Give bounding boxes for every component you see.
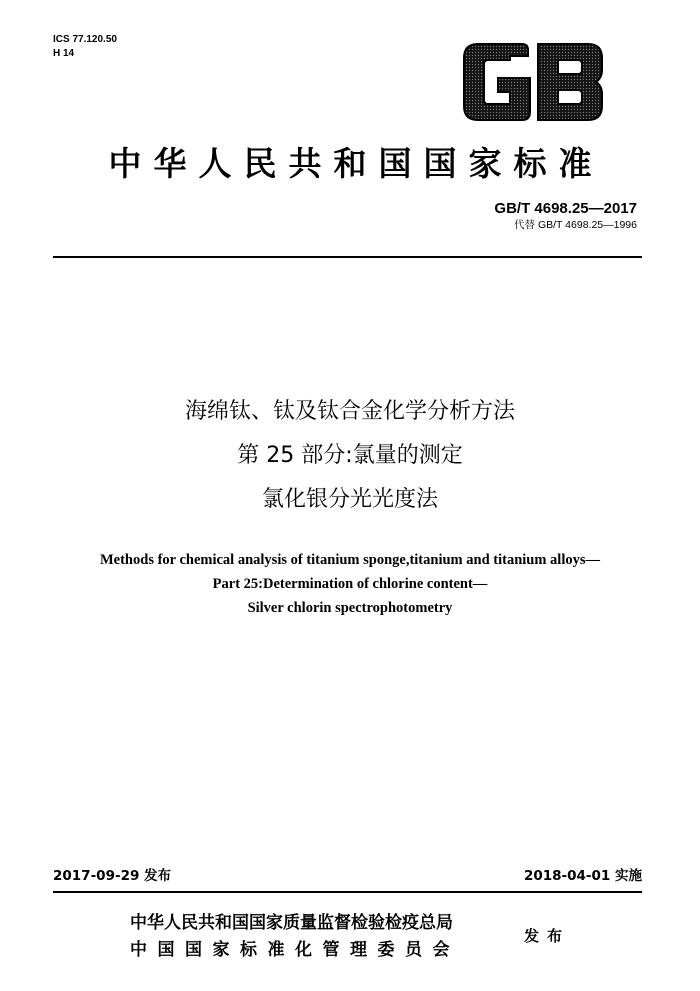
- logo-letter-b: [538, 44, 602, 120]
- chinese-title-line-3: 氯化银分光光度法: [261, 487, 438, 512]
- english-title-line-1: Methods for chemical analysis of titanium sponge,titanium and titanium alloys—: [99, 552, 601, 568]
- top-divider: [53, 256, 642, 258]
- implementation-date: 2018-04-01 实施: [523, 868, 642, 884]
- logo-text: GB: [462, 42, 464, 43]
- chinese-title-line-2: 第 25 部分:氯量的测定: [237, 443, 463, 468]
- standard-number-block: [494, 200, 637, 232]
- bottom-divider: [53, 891, 642, 893]
- gb-logo: [462, 42, 604, 122]
- issuing-authorities: [130, 910, 460, 964]
- english-title-line-2: Part 25:Determination of chlorine content—: [212, 576, 488, 592]
- english-title: [0, 548, 700, 620]
- publish-label: 发布: [524, 927, 571, 945]
- logo-letter-g: [464, 44, 530, 120]
- classification-codes: [53, 33, 117, 61]
- dates-row: [53, 867, 642, 885]
- ccs-code: H 14: [53, 48, 75, 59]
- issuer-line-2: 中国国家标准化管理委员会: [130, 940, 460, 960]
- chinese-title-line-1: 海绵钛、钛及钛合金化学分析方法: [184, 399, 515, 424]
- english-title-line-3: Silver chlorin spectrophotometry: [247, 600, 453, 616]
- ics-code: ICS 77.120.50: [53, 34, 117, 45]
- standard-title: 中华人民共和国国家标准: [108, 144, 604, 183]
- issuer-line-1: 中华人民共和国国家质量监督检验检疫总局: [130, 913, 453, 933]
- standard-number: GB/T 4698.25—2017: [494, 200, 637, 217]
- issue-date: 2017-09-29 发布: [53, 868, 172, 884]
- replaced-standard: 代替 GB/T 4698.25—1996: [514, 219, 637, 231]
- chinese-title: [0, 390, 700, 522]
